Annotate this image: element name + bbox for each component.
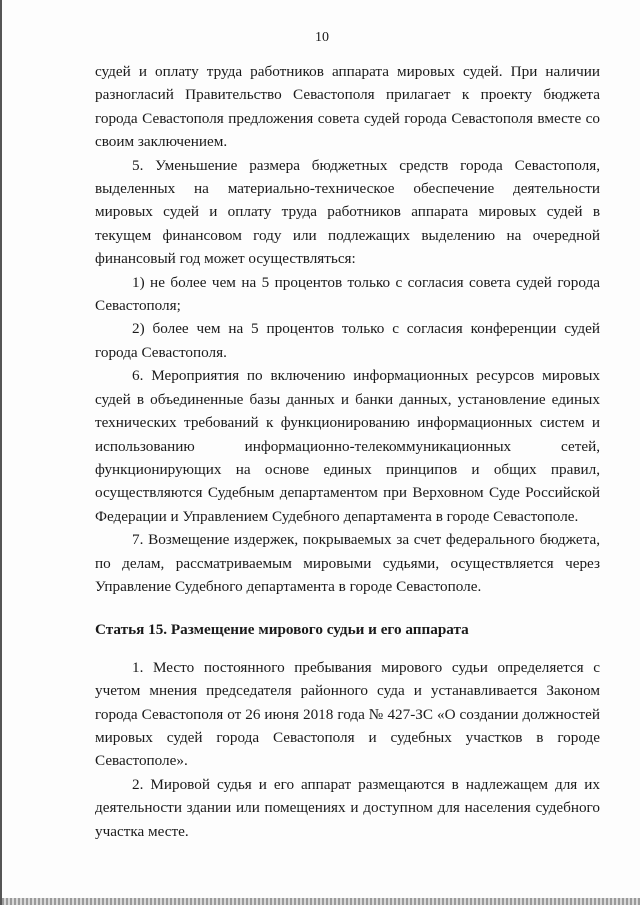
document-body	[95, 60, 600, 843]
paragraph: 1) не более чем на 5 процентов только с согласия совета судей города Севастополя;	[95, 273, 600, 315]
paragraph: 6. Мероприятия по включению информационных ресурсов мировых судей в объединенные базы данных и банки данных, установление единых технических требований к функционированию информационных систем и использованию информационно-телекоммуникационных сетей, функционирующих на основе единых принципов и общих правил, осуществляются Судебным департаментом при Верховном Суде Российской Федерации и Управлением Судебного департамента в городе Севастополе.	[95, 367, 600, 525]
paragraph: 7. Возмещение издержек, покрываемых за счет федерального бюджета, по делам, рассматриваемым мировыми судьями, осуществляется через Управление Судебного департамента в городе Севастополе.	[95, 531, 600, 595]
paragraph: 2) более чем на 5 процентов только с согласия конференции судей города Севастополя.	[95, 320, 600, 361]
article-heading: Статья 15. Размещение мирового судьи и его аппарата	[95, 621, 469, 639]
page-number: 10	[315, 30, 329, 45]
paragraph: 5. Уменьшение размера бюджетных средств города Севастополя, выделенных на материально-техническое обеспечение деятельности мировых судей и оплату труда работников аппарата мировых судей в текущем финансовом году или подлежащих выделению на очередной финансовый год может осуществляться:	[95, 156, 600, 268]
paragraph: судей и оплату труда работников аппарата мировых судей. При наличии разногласий Правительство Севастополя прилагает к проекту бюджета города Севастополя предложения совета судей города Севастополя вместе со своим заключением.	[95, 63, 600, 151]
paragraph: 1. Место постоянного пребывания мирового судьи определяется с учетом мнения председателя районного суда и устанавливается Законом города Севастополя от 26 июня 2018 года № 427-ЗС «О создании должностей мировых судей города Севастополя и судебных участков в городе Севастополе».	[95, 658, 600, 770]
scan-edge	[2, 898, 640, 905]
paragraph: 2. Мировой судья и его аппарат размещаются в надлежащем для их деятельности здании или помещениях и доступном для населения судебного участка месте.	[95, 775, 600, 840]
